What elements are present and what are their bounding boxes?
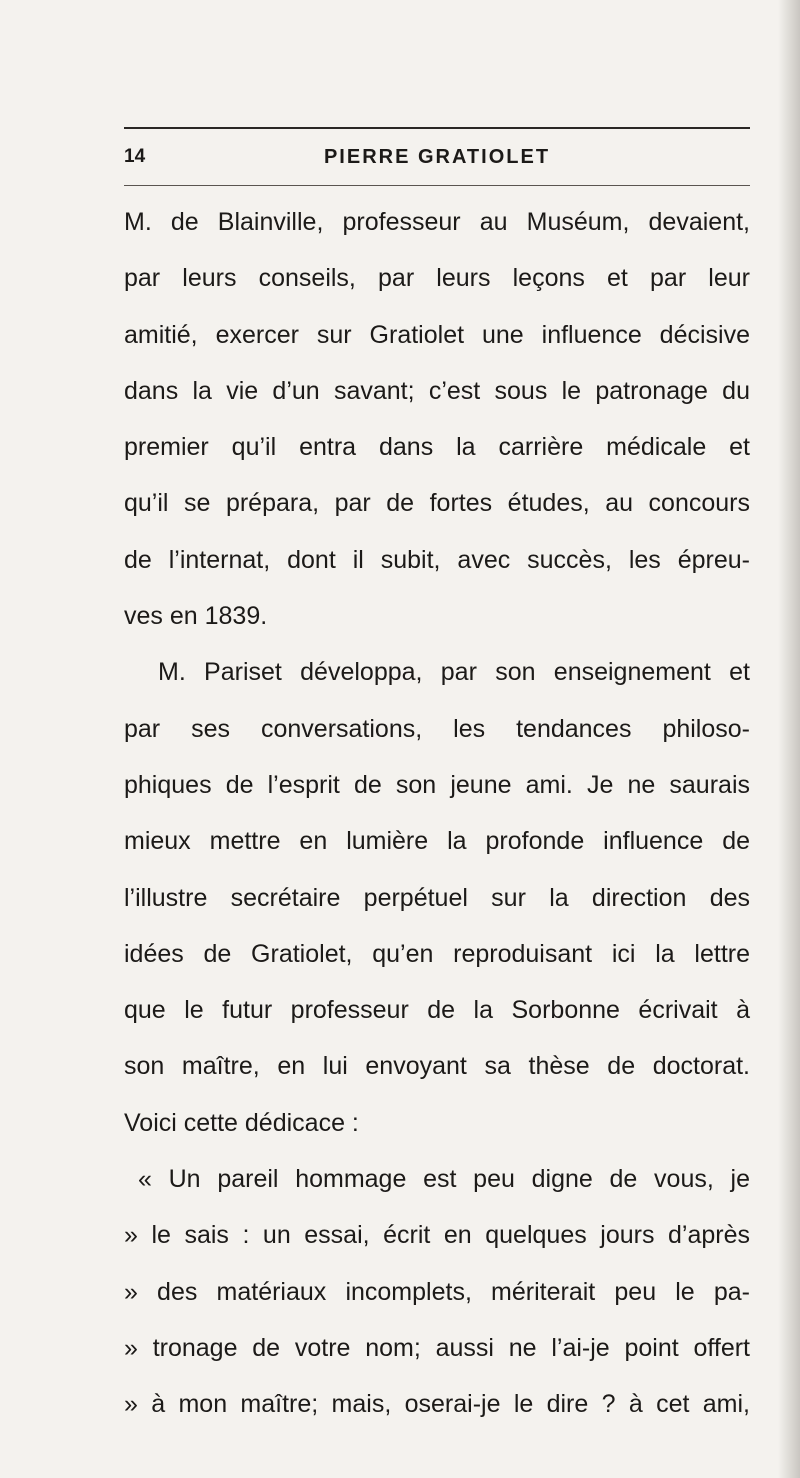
text-line: mieux mettre en lumière la profonde influence de [124, 827, 750, 856]
text-line: de l’internat, dont il subit, avec succès, les épreu- [124, 545, 750, 574]
text-line: amitié, exercer sur Gratiolet une influence décisive [124, 320, 750, 349]
page-edge-shadow [778, 0, 800, 1478]
text-line: l’illustre secrétaire perpétuel sur la direction des [124, 883, 750, 912]
text-line: premier qu’il entra dans la carrière médicale et [124, 433, 750, 462]
text-line: M. Pariset développa, par son enseignement et [158, 658, 750, 687]
text-line: par leurs conseils, par leurs leçons et par leur [124, 264, 750, 293]
text-line: M. de Blainville, professeur au Muséum, devaient, [124, 208, 750, 236]
quote-line: » le sais : un essai, écrit en quelques jours d’après [124, 1221, 750, 1250]
text-line: par ses conversations, les tendances philoso- [124, 714, 750, 743]
text-line: dans la vie d’un savant; c’est sous le patronage du [124, 376, 750, 405]
running-head: PIERRE GRATIOLET [323, 146, 551, 168]
quote-line: » des matériaux incomplets, mériterait peu le pa- [124, 1277, 750, 1306]
text-line: son maître, en lui envoyant sa thèse de doctorat. [124, 1052, 750, 1081]
quote-line: » tronage de votre nom; aussi ne l’ai-je point offert [124, 1333, 750, 1362]
body-text [124, 194, 750, 1433]
quote-line: » à mon maître; mais, oserai-je le dire ? à cet ami, [124, 1390, 750, 1419]
text-line: Voici cette dédicace : [124, 1108, 359, 1137]
quote-line: « Un pareil hommage est peu digne de vous, je [138, 1165, 750, 1194]
page-number: 14 [124, 146, 146, 167]
text-line: phiques de l’esprit de son jeune ami. Je ne saurais [124, 770, 750, 799]
header-bottom-rule [124, 185, 750, 186]
text-line: qu’il se prépara, par de fortes études, au concours [124, 489, 750, 518]
text-line: ves en 1839. [124, 602, 268, 631]
header-top-rule [124, 127, 750, 129]
text-line: idées de Gratiolet, qu’en reproduisant ici la lettre [124, 939, 750, 968]
text-line: que le futur professeur de la Sorbonne écrivait à [124, 996, 750, 1025]
